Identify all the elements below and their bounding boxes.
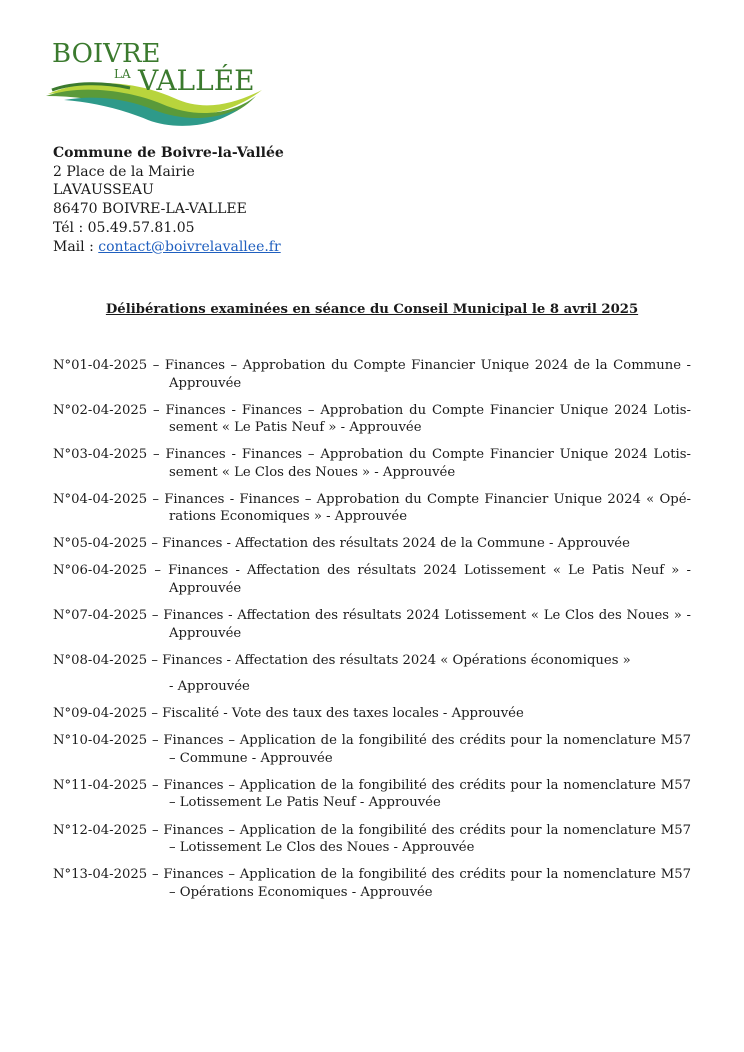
- deliberations-list: [53, 357, 691, 911]
- deliberation-text: – Finances - Finances – Approbation du Compte Financier Unique 2024 Lotissement « Le Clos des Noues » - Approuvée: [153, 447, 691, 480]
- deliberation-text: – Finances – Approbation du Compte Financier Unique 2024 de la Commune - Approuvée: [152, 358, 691, 391]
- deliberation-number: N°11-04-2025: [53, 777, 148, 793]
- deliberation-number: N°03-04-2025: [53, 447, 148, 463]
- list-item: [53, 562, 691, 597]
- logo-word-la: LA: [114, 67, 131, 81]
- deliberation-number: N°06-04-2025: [53, 563, 148, 579]
- deliberation-text: – Finances – Application de la fongibilité des crédits pour la nomenclature M57 – Opérations Economiques - Approuvée: [151, 867, 691, 900]
- list-item: [53, 777, 691, 812]
- deliberation-text: – Finances - Affectation des résultats 2024 de la Commune - Approuvée: [151, 536, 630, 552]
- email-link[interactable]: contact@boivrelavallee.fr: [98, 238, 281, 255]
- deliberation-status: - Approuvée: [169, 679, 250, 695]
- list-item: [53, 822, 691, 857]
- deliberation-text: – Finances - Finances – Approbation du Compte Financier Unique 2024 Lotissement « Le Patis Neuf » - Approuvée: [153, 402, 691, 436]
- organisation-name: Commune de Boivre-la-Vallée: [53, 145, 284, 161]
- deliberation-number: N°04-04-2025: [53, 491, 148, 507]
- deliberation-number: N°13-04-2025: [53, 867, 148, 883]
- deliberation-text: – Finances – Application de la fongibilité des crédits pour la nomenclature M57 – Commune - Approuvée: [151, 733, 691, 766]
- deliberation-text: – Finances - Finances – Approbation du Compte Financier Unique 2024 « Opérations Economiques » - Approuvée: [152, 491, 691, 525]
- list-item: [53, 491, 691, 526]
- document-title: Délibérations examinées en séance du Conseil Municipal le 8 avril 2025: [105, 302, 639, 317]
- postal-city: 86470 BOIVRE-LA-VALLEE: [53, 201, 247, 218]
- deliberation-text: – Finances - Affectation des résultats 2024 Lotissement « Le Patis Neuf » - Approuvée: [154, 563, 691, 596]
- list-item: [53, 535, 691, 553]
- list-item: [53, 357, 691, 392]
- boivre-la-vallee-logo: [44, 38, 268, 130]
- deliberation-text: – Fiscalité - Vote des taux des taxes locales - Approuvée: [151, 706, 524, 722]
- deliberation-text: – Finances - Affectation des résultats 2024 « Opérations économiques »: [151, 652, 631, 668]
- deliberation-number: N°01-04-2025: [53, 358, 148, 373]
- deliberation-number: N°07-04-2025: [53, 608, 148, 624]
- list-item: [53, 705, 691, 723]
- deliberation-number: N°08-04-2025: [53, 652, 148, 668]
- deliberation-number: N°09-04-2025: [53, 706, 148, 722]
- deliberation-text: – Finances – Application de la fongibilité des crédits pour la nomenclature M57 – Lotissement Le Patis Neuf - Approuvée: [151, 777, 691, 811]
- deliberation-text: – Finances - Affectation des résultats 2024 Lotissement « Le Clos des Noues » - Approuvée: [151, 608, 691, 641]
- address-block: [53, 144, 284, 256]
- logo-word-boivre: BOIVRE: [52, 39, 161, 69]
- mail-line: [53, 238, 284, 257]
- mail-label: Mail :: [53, 238, 99, 255]
- deliberation-number: N°12-04-2025: [53, 822, 148, 838]
- list-item: [53, 732, 691, 767]
- list-item: [53, 402, 691, 437]
- list-item: [53, 866, 691, 901]
- deliberation-number: N°05-04-2025: [53, 536, 148, 552]
- list-item: [53, 446, 691, 481]
- street-address: 2 Place de la Mairie: [53, 163, 195, 180]
- list-item: [53, 607, 691, 642]
- phone-number: Tél : 05.49.57.81.05: [53, 219, 195, 236]
- list-item: [53, 652, 691, 696]
- logo-word-vallee: VALLÉE: [138, 64, 255, 97]
- deliberation-text: – Finances – Application de la fongibilité des crédits pour la nomenclature M57 – Lotissement Le Clos des Noues - Approuvée: [151, 822, 691, 856]
- deliberation-number: N°10-04-2025: [53, 733, 148, 749]
- locality: LAVAUSSEAU: [53, 182, 154, 199]
- deliberation-number: N°02-04-2025: [53, 402, 148, 418]
